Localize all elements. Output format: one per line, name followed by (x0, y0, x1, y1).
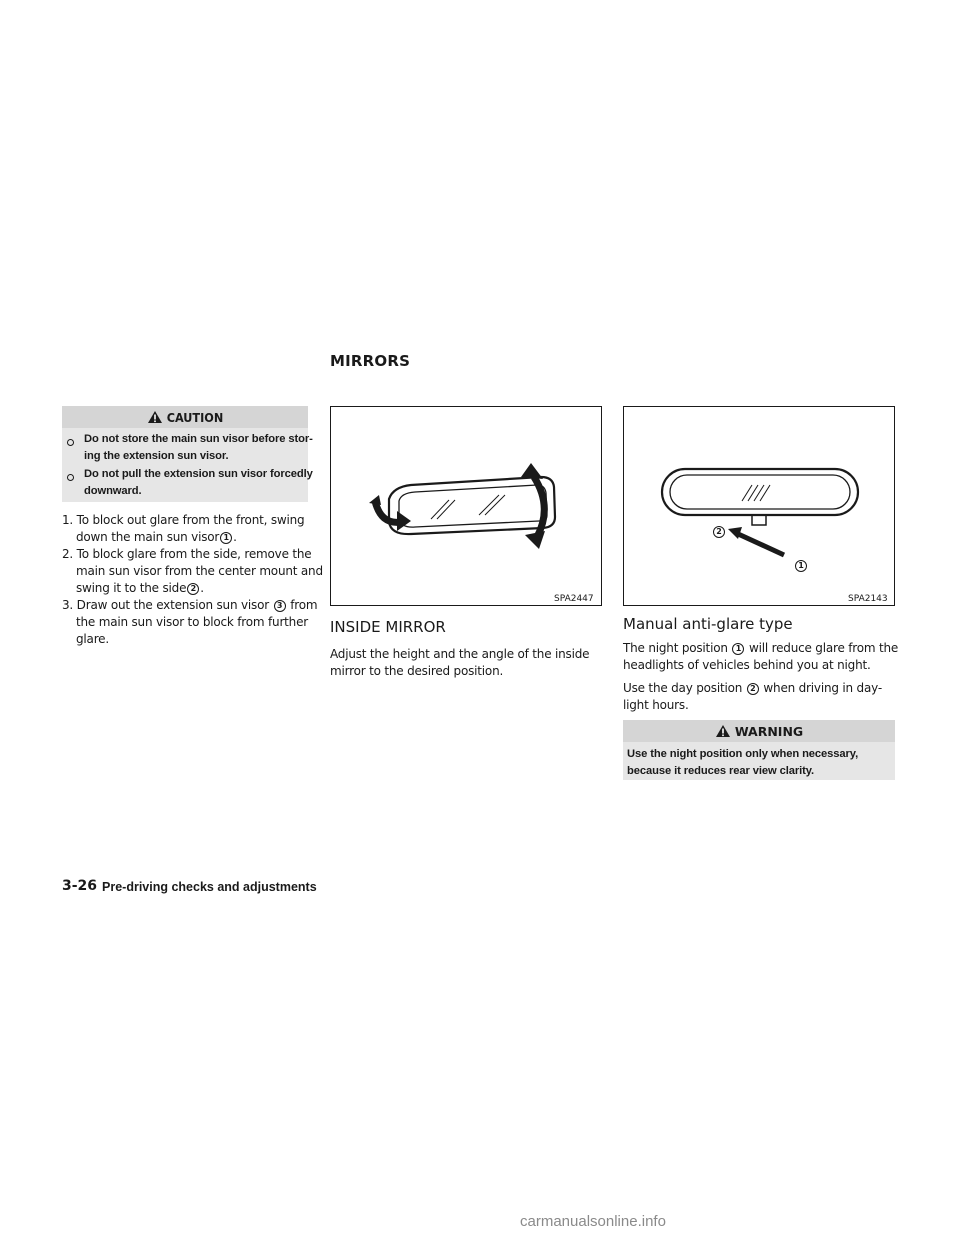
step-1-line-2 (76, 529, 237, 546)
warning-title: WARNING (734, 723, 804, 739)
inside-mirror-line-1: Adjust the height and the angle of the inside (330, 647, 590, 661)
step-2-line-1: 2. To block glare from the side, remove the (62, 547, 312, 561)
figure-id-left: SPA2447 (554, 594, 594, 604)
caution-header (62, 406, 308, 428)
step-3-line-3: glare. (76, 632, 109, 646)
step-1-text: down the main sun visor (76, 530, 220, 544)
bullet-icon (67, 439, 74, 446)
inside-mirror-line-2: mirror to the desired position. (330, 664, 504, 678)
warning-line-2: because it reduces rear view clarity. (627, 765, 815, 777)
anti-glare-figure (623, 406, 895, 606)
warning-header (623, 720, 895, 742)
step-3-line-1 (62, 597, 317, 614)
caution-item-1-line-2: ing the extension sun visor. (84, 450, 229, 462)
inside-mirror-heading: INSIDE MIRROR (330, 618, 446, 636)
warning-triangle-icon (147, 410, 163, 424)
step-2-punct: . (200, 581, 204, 595)
caution-title: CAUTION (166, 409, 224, 425)
anti-glare-p1-text: The night position (623, 641, 728, 655)
callout-number: 2 (747, 683, 759, 695)
caution-item-1-line-1: Do not store the main sun visor before stor- (84, 433, 313, 445)
anti-glare-p1-line-2: headlights of vehicles behind you at night. (623, 658, 871, 672)
anti-glare-p1-line-1 (623, 640, 898, 657)
anti-glare-p2-line-1 (623, 680, 882, 697)
mirror-adjustment-illustration (331, 407, 601, 605)
section-title: MIRRORS (330, 352, 411, 370)
callout-number: 1 (220, 532, 232, 544)
bullet-icon (67, 474, 74, 481)
step-2-line-2: main sun visor from the center mount and (76, 564, 323, 578)
callout-1-icon (794, 558, 808, 572)
callout-number: 1 (732, 643, 744, 655)
step-2-text: swing it to the side (76, 581, 187, 595)
callout-number: 1 (795, 560, 807, 572)
inside-mirror-figure (330, 406, 602, 606)
caution-item-2-line-2: downward. (84, 485, 142, 497)
step-1-line-1: 1. To block out glare from the front, swing (62, 513, 305, 527)
callout-number: 2 (187, 583, 199, 595)
anti-glare-p1-text-end: will reduce glare from the (749, 641, 899, 655)
callout-number: 3 (274, 600, 286, 612)
callout-number: 2 (713, 526, 725, 538)
warning-line-1: Use the night position only when necessary, (627, 748, 859, 760)
step-2-line-3 (76, 580, 204, 597)
chapter-title: Pre-driving checks and adjustments (102, 880, 317, 894)
anti-glare-p2-line-2: light hours. (623, 698, 689, 712)
anti-glare-p2-text-end: when driving in day- (763, 681, 882, 695)
figure-id-right: SPA2143 (848, 594, 888, 604)
callout-2-icon (712, 524, 726, 538)
step-3-text: 3. Draw out the extension sun visor (62, 598, 269, 612)
watermark: carmanualsonline.info (520, 1213, 666, 1230)
anti-glare-p2-text: Use the day position (623, 681, 743, 695)
step-1-punct: . (233, 530, 237, 544)
anti-glare-mirror-illustration (624, 407, 894, 605)
anti-glare-heading: Manual anti-glare type (623, 615, 793, 633)
page-number: 3-26 (62, 878, 98, 894)
step-3-text-end: from (290, 598, 318, 612)
caution-item-2-line-1: Do not pull the extension sun visor forcedly (84, 468, 313, 480)
step-3-line-2: the main sun visor to block from further (76, 615, 309, 629)
warning-triangle-icon (715, 724, 731, 738)
